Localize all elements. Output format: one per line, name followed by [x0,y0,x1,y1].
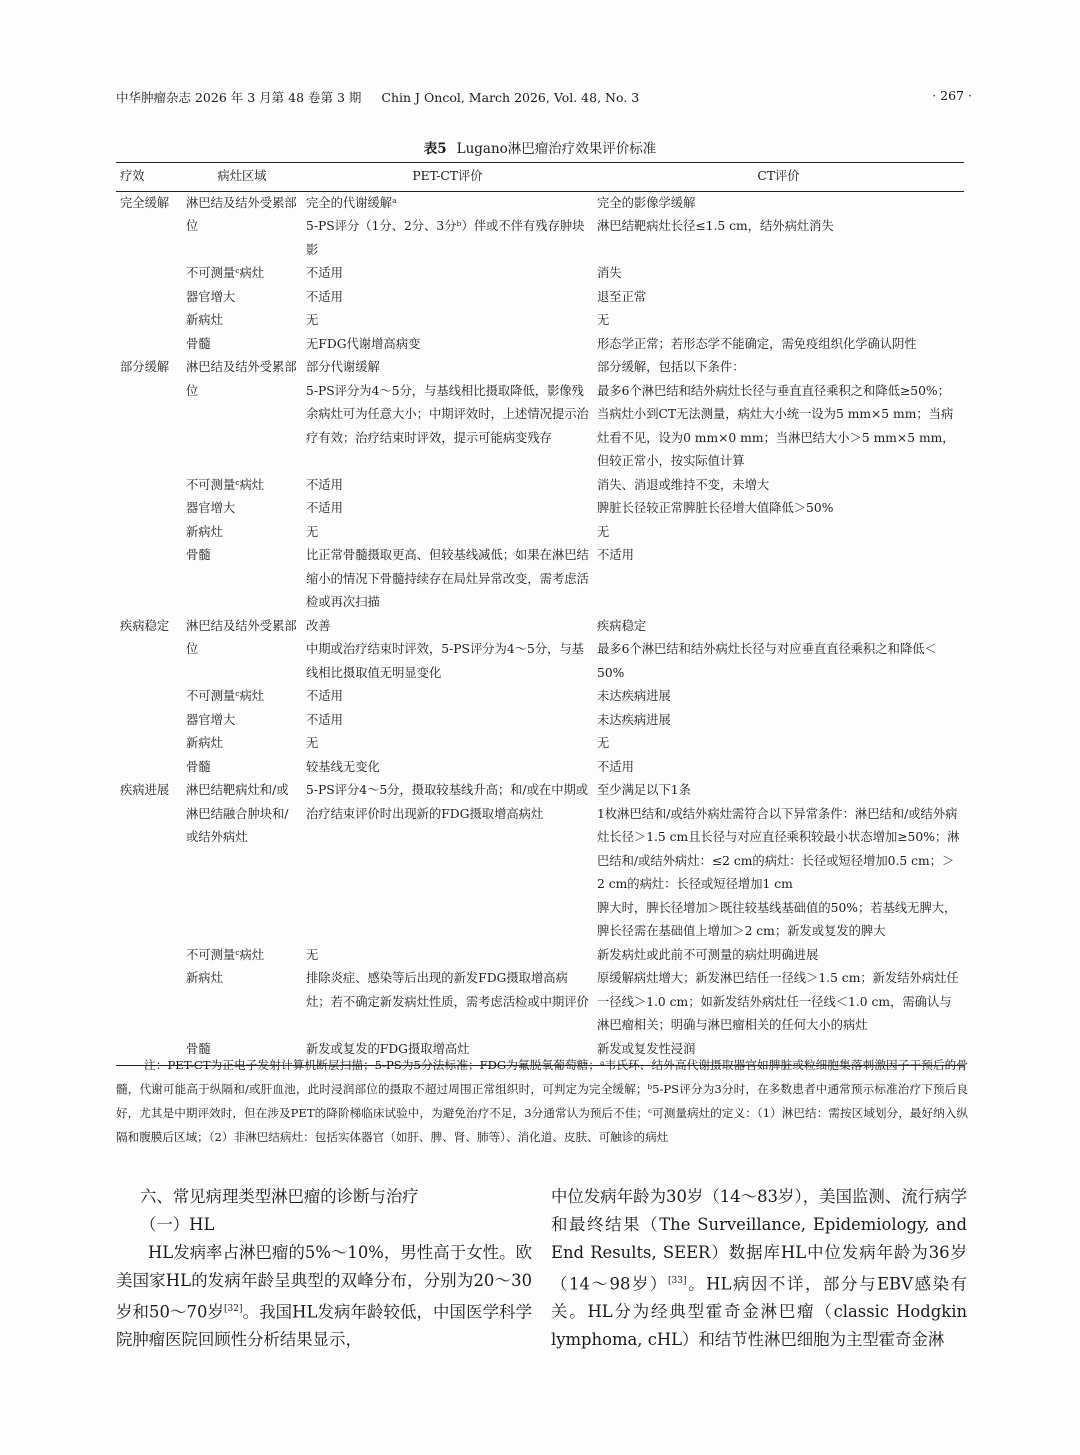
table-cell [116,356,182,474]
table-row [116,497,964,521]
running-header [116,88,972,108]
table-cell [593,474,964,498]
table-cell [593,191,964,262]
paragraph-text: 中位发病年龄为30岁（14～83岁），美国监测、流行病学和最终结果（The Surveillance, Epidemiology, and End Results, SEER）数据库HL中位发病年龄为36岁（14～98岁） [551,1187,967,1294]
table-cell [182,262,302,286]
cell-text: 无FDG代谢增高病变 [306,336,421,351]
table-cell [182,544,302,615]
column-header: CT评价 [593,163,964,192]
cell-text: 无 [306,524,319,539]
table-cell [593,521,964,545]
table-cell [116,967,182,1038]
cell-text: 中期或治疗结束时评效，5-PS评分为4～5分，与基线相比摄取值无明显变化 [306,642,584,680]
table-cell [182,944,302,968]
table-cell [593,615,964,686]
table-cell [593,309,964,333]
cell-text: 不可测量ᶜ病灶 [186,477,265,492]
cell-text: 新病灶 [186,313,223,327]
cell-text: 未达疾病进展 [597,689,671,703]
cell-text: 淋巴结靶病灶和/或淋巴结融合肿块和/或结外病灶 [186,783,289,844]
table-cell [116,732,182,756]
cell-text: 不适用 [597,759,634,774]
cell-text: 完全的影像学缓解 [597,195,696,210]
cell-text: 骨髓 [186,1041,211,1056]
cell-text: 形态学正常；若形态学不能确定，需免疫组织化学确认阴性 [597,336,917,351]
table-row [116,615,964,686]
cell-text: 脾脏长径较正常脾脏长径增大值降低＞50% [597,501,834,515]
table-cell [593,709,964,733]
table-cell [116,521,182,545]
cell-text: 最多6个淋巴结和结外病灶长径与垂直直径乘积之和降低≥50%；当病灶小到CT无法测量，病灶大小统一设为5 mm×5 mm；当病灶看不见，设为0 mm×0 mm；当淋巴结大小＞5 mm×5 mm，但较正常小，按实际值计算 [597,383,955,468]
table-cell [116,262,182,286]
cell-text: 不可测量ᶜ病灶 [186,947,265,962]
cell-text: 无 [597,524,610,539]
table-cell [302,544,593,615]
table-cell [593,286,964,310]
table-cell [302,191,593,262]
table-cell [182,615,302,686]
cell-text: 新发或复发的FDG摄取增高灶 [306,1041,470,1056]
cell-text: 不可测量ᶜ病灶 [186,689,265,703]
table-cell [116,497,182,521]
table-row [116,756,964,780]
cell-text: 不适用 [306,289,343,304]
cell-text: 未达疾病进展 [597,712,671,727]
table-cell [593,544,964,615]
table-cell [182,286,302,310]
table-cell [302,615,593,686]
cell-text: 无 [597,313,610,327]
paragraph-text: 。HL病因不详，部分与EBV感染有关。HL分为经典型霍奇金淋巴瘤（classic Hodgkin lymphoma, cHL）和结节性淋巴细胞为主型霍奇金淋 [551,1274,967,1350]
table-cell [593,732,964,756]
table-cell [302,356,593,474]
cell-text: 疾病稳定 [597,618,647,633]
table-cell [116,944,182,968]
table-cell [593,756,964,780]
paragraph-text: HL发病率占淋巴瘤的5%～10%，男性高于女性。欧美国家HL的发病年龄呈典型的双峰分布，分别为20～30岁和50～70岁 [116,1243,532,1322]
table-row [116,967,964,1038]
cell-text: 改善 [306,618,331,633]
table-cell [182,497,302,521]
subsection-heading: （一）HL [140,1215,215,1234]
table-row [116,685,964,709]
cell-text: 无 [597,736,610,750]
page-number: · 267 · [932,88,972,103]
cell-text: 淋巴结靶病灶长径≤1.5 cm，结外病灶消失 [597,219,834,233]
table-row [116,521,964,545]
table-header-row [116,163,964,192]
table-row [116,944,964,968]
cell-text: 不适用 [306,266,343,280]
table-cell [116,286,182,310]
column-header: 病灶区域 [182,163,302,192]
table-cell [182,309,302,333]
lugano-table [116,162,964,1066]
cell-text: 疾病进展 [120,783,170,797]
reference: [32] [224,1304,243,1314]
table-row [116,709,964,733]
cell-text: 消失 [597,266,622,280]
cell-text: 最多6个淋巴结和结外病灶长径与对应垂直直径乘积之和降低＜50% [597,642,937,680]
table-cell [116,709,182,733]
cell-text: 骨髓 [186,336,211,351]
body-column-right [551,1183,967,1354]
table-cell [182,356,302,474]
table-cell [116,544,182,615]
table-row [116,356,964,474]
cell-text: 完全的代谢缓解ᵃ [306,195,397,210]
table-cell [116,779,182,944]
table-cell [302,709,593,733]
cell-text: 完全缓解 [120,195,170,210]
table-cell [593,685,964,709]
cell-text: 新病灶 [186,736,223,750]
table-cell [302,756,593,780]
cell-text: 无 [306,736,319,750]
table-row [116,286,964,310]
paragraph [116,1239,532,1354]
table-title: Lugano淋巴瘤治疗效果评价标准 [456,141,657,157]
cell-text: 器官增大 [186,501,236,515]
table-row [116,309,964,333]
table-cell [302,309,593,333]
cell-text: 5-PS评分为4～5分，与基线相比摄取降低，影像残余病灶可为任意大小；中期评效时，上述情况提示治疗有效；治疗结束时评效，提示可能病变残存 [306,383,589,445]
table-cell [593,779,964,944]
table-body [116,191,964,1066]
table-note: 注：PET-CT为正电子发射计算机断层扫描；5-PS为5分法标准；FDG为氟脱氧葡萄糖；ᵃ韦氏环、结外高代谢摄取器官如脾脏或粒细胞集落刺激因子干预后的骨髓，代谢可能高于纵隔和/或肝血池，此时浸润部位的摄取不超过周围正常组织时，可判定为完全缓解；ᵇ5-PS评分为3分时，在多数患者中通常预示标准治疗下预后良好，尤其是中期评效时，但在涉及PET的降阶梯临床试验中，为避免治疗不足，3分通常认为预后不佳；ᶜ可测量病灶的定义：（1）淋巴结：需按区域划分，最好纳入纵隔和腹膜后区域；（2）非淋巴结病灶：包括实体器官（如肝、脾、肾、肺等）、消化道、皮肤、可触诊的病灶 [116,1058,968,1144]
cell-text: 不适用 [306,712,343,727]
cell-text: 不适用 [306,689,343,703]
body-column-left [116,1183,532,1354]
journal-cn: 中华肿瘤杂志 2026 年 3 月第 48 卷第 3 期 [116,90,362,105]
cell-text: 部分缓解，包括以下条件： [597,360,745,374]
cell-text: 脾大时，脾长径增加＞既往较基线基础值的50%；若基线无脾大，脾长径需在基础值上增加＞2 cm；新发或复发的脾大 [597,900,957,938]
table-row [116,779,964,944]
table-cell [116,474,182,498]
table-row [116,544,964,615]
table-cell [182,333,302,357]
table-cell [182,521,302,545]
table-cell [593,356,964,474]
journal-en: Chin J Oncol, March 2026, Vol. 48, No. 3 [381,90,640,105]
table-cell [302,685,593,709]
table-cell [302,333,593,357]
table-cell [593,333,964,357]
cell-text: 器官增大 [186,712,236,727]
journal-info [116,88,639,108]
cell-text: 至少满足以下1条 [597,783,691,797]
table-cell [593,497,964,521]
table-cell [116,333,182,357]
table-cell [302,732,593,756]
cell-text: 骨髓 [186,759,211,774]
table-cell [302,497,593,521]
cell-text: 5-PS评分4～5分，摄取较基线升高；和/或在中期或治疗结束评价时出现新的FDG摄取增高病灶 [306,783,589,821]
table-cell [593,967,964,1038]
table-cell [116,756,182,780]
cell-text: 淋巴结及结外受累部位 [186,195,297,233]
paragraph-text: 。我国HL发病年龄较低，中国医学科学院肿瘤医院回顾性分析结果显示， [116,1302,532,1350]
table-cell [182,756,302,780]
cell-text: 部分代谢缓解 [306,360,380,374]
table-cell [116,191,182,262]
reference: [33] [668,1276,687,1286]
table-row [116,474,964,498]
table-number: 表5 [423,141,447,157]
cell-text: 淋巴结及结外受累部位 [186,618,297,656]
table-caption [0,137,1080,157]
table-cell [182,779,302,944]
table-cell [302,779,593,944]
table-cell [302,944,593,968]
table-cell [116,309,182,333]
cell-text: 器官增大 [186,289,236,304]
cell-text: 疾病稳定 [120,618,170,633]
table-cell [302,286,593,310]
cell-text: 无 [306,313,319,327]
table-cell [302,967,593,1038]
cell-text: 5-PS评分（1分、2分、3分ᵇ）伴或不伴有残存肿块影 [306,219,585,257]
table-cell [182,967,302,1038]
table-cell [302,521,593,545]
cell-text: 新发病灶或此前不可测量的病灶明确进展 [597,947,819,962]
cell-text: 骨髓 [186,548,211,562]
cell-text: 不适用 [597,548,634,562]
cell-text: 排除炎症、感染等后出现的新发FDG摄取增高病灶；若不确定新发病灶性质，需考虑活检或中期评价 [306,971,589,1009]
cell-text: 不适用 [306,477,343,492]
cell-text: 不适用 [306,501,343,515]
table-cell [593,944,964,968]
cell-text: 部分缓解 [120,360,170,374]
table-cell [182,191,302,262]
column-header: 疗效 [116,163,182,192]
cell-text: 无 [306,947,319,962]
table-cell [182,709,302,733]
table-cell [302,262,593,286]
table-cell [182,685,302,709]
table-cell [302,474,593,498]
table-cell [116,685,182,709]
table-row [116,191,964,262]
cell-text: 1枚淋巴结和/或结外病灶需符合以下异常条件：淋巴结和/或结外病灶长径＞1.5 cm且长径与对应直径乘积较最小状态增加≥50%；淋巴结和/或结外病灶：≤2 cm的病灶：长径或短径增加0.5 cm；＞2 cm的病灶：长径或短径增加1 cm [597,806,960,891]
cell-text: 不可测量ᶜ病灶 [186,266,265,280]
cell-text: 原缓解病灶增大；新发淋巴结任一径线＞1.5 cm；新发结外病灶任一径线＞1.0 cm；如新发结外病灶任一径线＜1.0 cm，需确认与淋巴瘤相关；明确与淋巴瘤相关的任何大小的病灶 [597,971,959,1032]
cell-text: 新病灶 [186,971,223,985]
section-heading: 六、常见病理类型淋巴瘤的诊断与治疗 [140,1187,419,1206]
table-row [116,262,964,286]
cell-text: 新病灶 [186,524,223,539]
cell-text: 新发或复发性浸润 [597,1041,696,1056]
table-cell [182,732,302,756]
table-row [116,732,964,756]
column-header: PET-CT评价 [302,163,593,192]
cell-text: 消失、消退或维持不变，未增大 [597,477,770,492]
cell-text: 淋巴结及结外受累部位 [186,360,297,398]
table-cell [593,262,964,286]
table-cell [116,615,182,686]
cell-text: 退至正常 [597,289,647,304]
cell-text: 比正常骨髓摄取更高、但较基线减低；如果在淋巴结缩小的情况下骨髓持续存在局灶异常改变，需考虑活检或再次扫描 [306,548,589,609]
table-cell [182,474,302,498]
cell-text: 较基线无变化 [306,759,380,774]
table-row [116,333,964,357]
